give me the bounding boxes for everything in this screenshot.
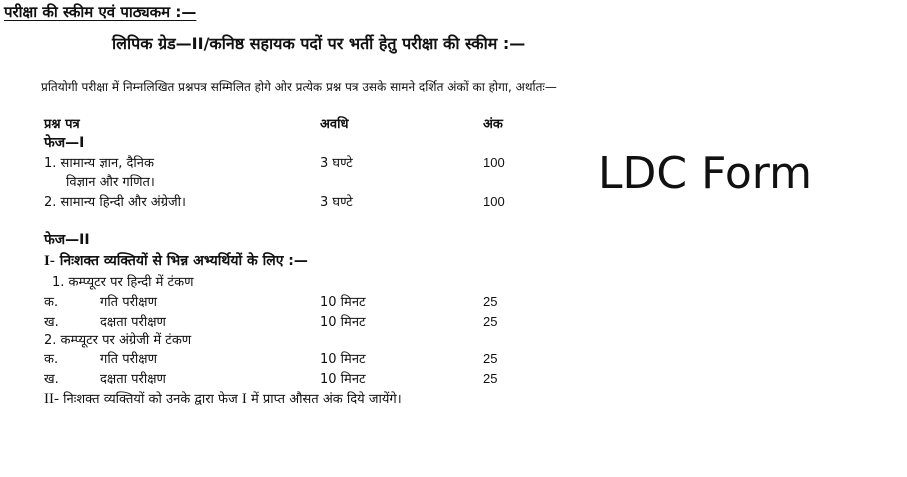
phase-2-title: फेज—II: [44, 232, 90, 248]
phase-2-section-heading: [44, 251, 308, 270]
header-duration: अवधि: [320, 117, 349, 132]
group-1-item-2-name: दक्षता परीक्षण: [100, 315, 166, 330]
group-1-item-2-marks: 25: [483, 314, 498, 329]
group-1-item-1-marks: 25: [483, 294, 498, 309]
group-1-title: 1. कम्प्यूटर पर हिन्दी में टंकण: [52, 275, 194, 290]
phase-1-row-2-duration: 3 घण्टे: [320, 195, 353, 210]
header-marks: अंक: [483, 117, 503, 132]
phase-2-note: [44, 389, 402, 408]
section-text: निःशक्त व्यक्तियों से भिन्न अभ्यर्थियों के लिए :—: [54, 253, 308, 269]
section-numeral: I-: [44, 253, 55, 269]
ldc-form-caption: LDC Form: [598, 148, 812, 199]
group-2-item-2-name: दक्षता परीक्षण: [100, 372, 166, 387]
note-phase-numeral: I: [241, 391, 247, 407]
group-2-title: 2. कम्प्यूटर पर अंग्रेजी में टंकण: [44, 333, 192, 348]
phase-1-row-2-marks: 100: [483, 194, 505, 209]
group-2-item-2-duration: 10 मिनट: [320, 372, 366, 387]
group-2-item-1-marks: 25: [483, 351, 498, 366]
group-2-item-1-duration: 10 मिनट: [320, 352, 366, 367]
note-text-b: में प्राप्त औसत अंक दिये जायेंगे।: [246, 392, 402, 407]
note-numeral: II-: [44, 391, 59, 407]
group-1-item-2-duration: 10 मिनट: [320, 315, 366, 330]
phase-1-row-1-label: 1. सामान्य ज्ञान, दैनिक: [44, 156, 154, 171]
header-paper: प्रश्न पत्र: [44, 117, 80, 132]
intro-paragraph: प्रतियोगी परीक्षा में निम्नलिखित प्रश्नपत्र सम्मिलित होगे ओर प्रत्येक प्रश्न पत्र उसके सामने दर्शित अंकों का होगा, अर्थातः—: [41, 80, 557, 94]
group-2-item-2-marks: 25: [483, 371, 498, 386]
group-2-item-1-name: गति परीक्षण: [100, 352, 158, 367]
group-1-item-2-letter: ख.: [44, 315, 59, 330]
group-2-item-2-letter: ख.: [44, 372, 59, 387]
group-1-item-1-letter: क.: [44, 295, 59, 310]
note-text-a: निःशक्त व्यक्तियों को उनके द्वारा फेज: [59, 392, 242, 407]
scheme-heading: परीक्षा की स्कीम एवं पाठ्यकम :—: [4, 3, 197, 21]
phase-1-row-1-duration: 3 घण्टे: [320, 156, 353, 171]
scheme-subheading: लिपिक ग्रेड—II/कनिष्ठ सहायक पदों पर भर्ती हेतु परीक्षा की स्कीम :—: [112, 34, 526, 53]
phase-1-row-2-label: 2. सामान्य हिन्दी और अंग्रेजी।: [44, 195, 186, 210]
group-2-item-1-letter: क.: [44, 352, 59, 367]
phase-1-row-1-marks: 100: [483, 155, 505, 170]
group-1-item-1-name: गति परीक्षण: [100, 295, 158, 310]
group-1-item-1-duration: 10 मिनट: [320, 295, 366, 310]
phase-1-row-1-label-cont: विज्ञान और गणित।: [66, 175, 155, 190]
phase-1-title: फेज—I: [44, 135, 85, 151]
